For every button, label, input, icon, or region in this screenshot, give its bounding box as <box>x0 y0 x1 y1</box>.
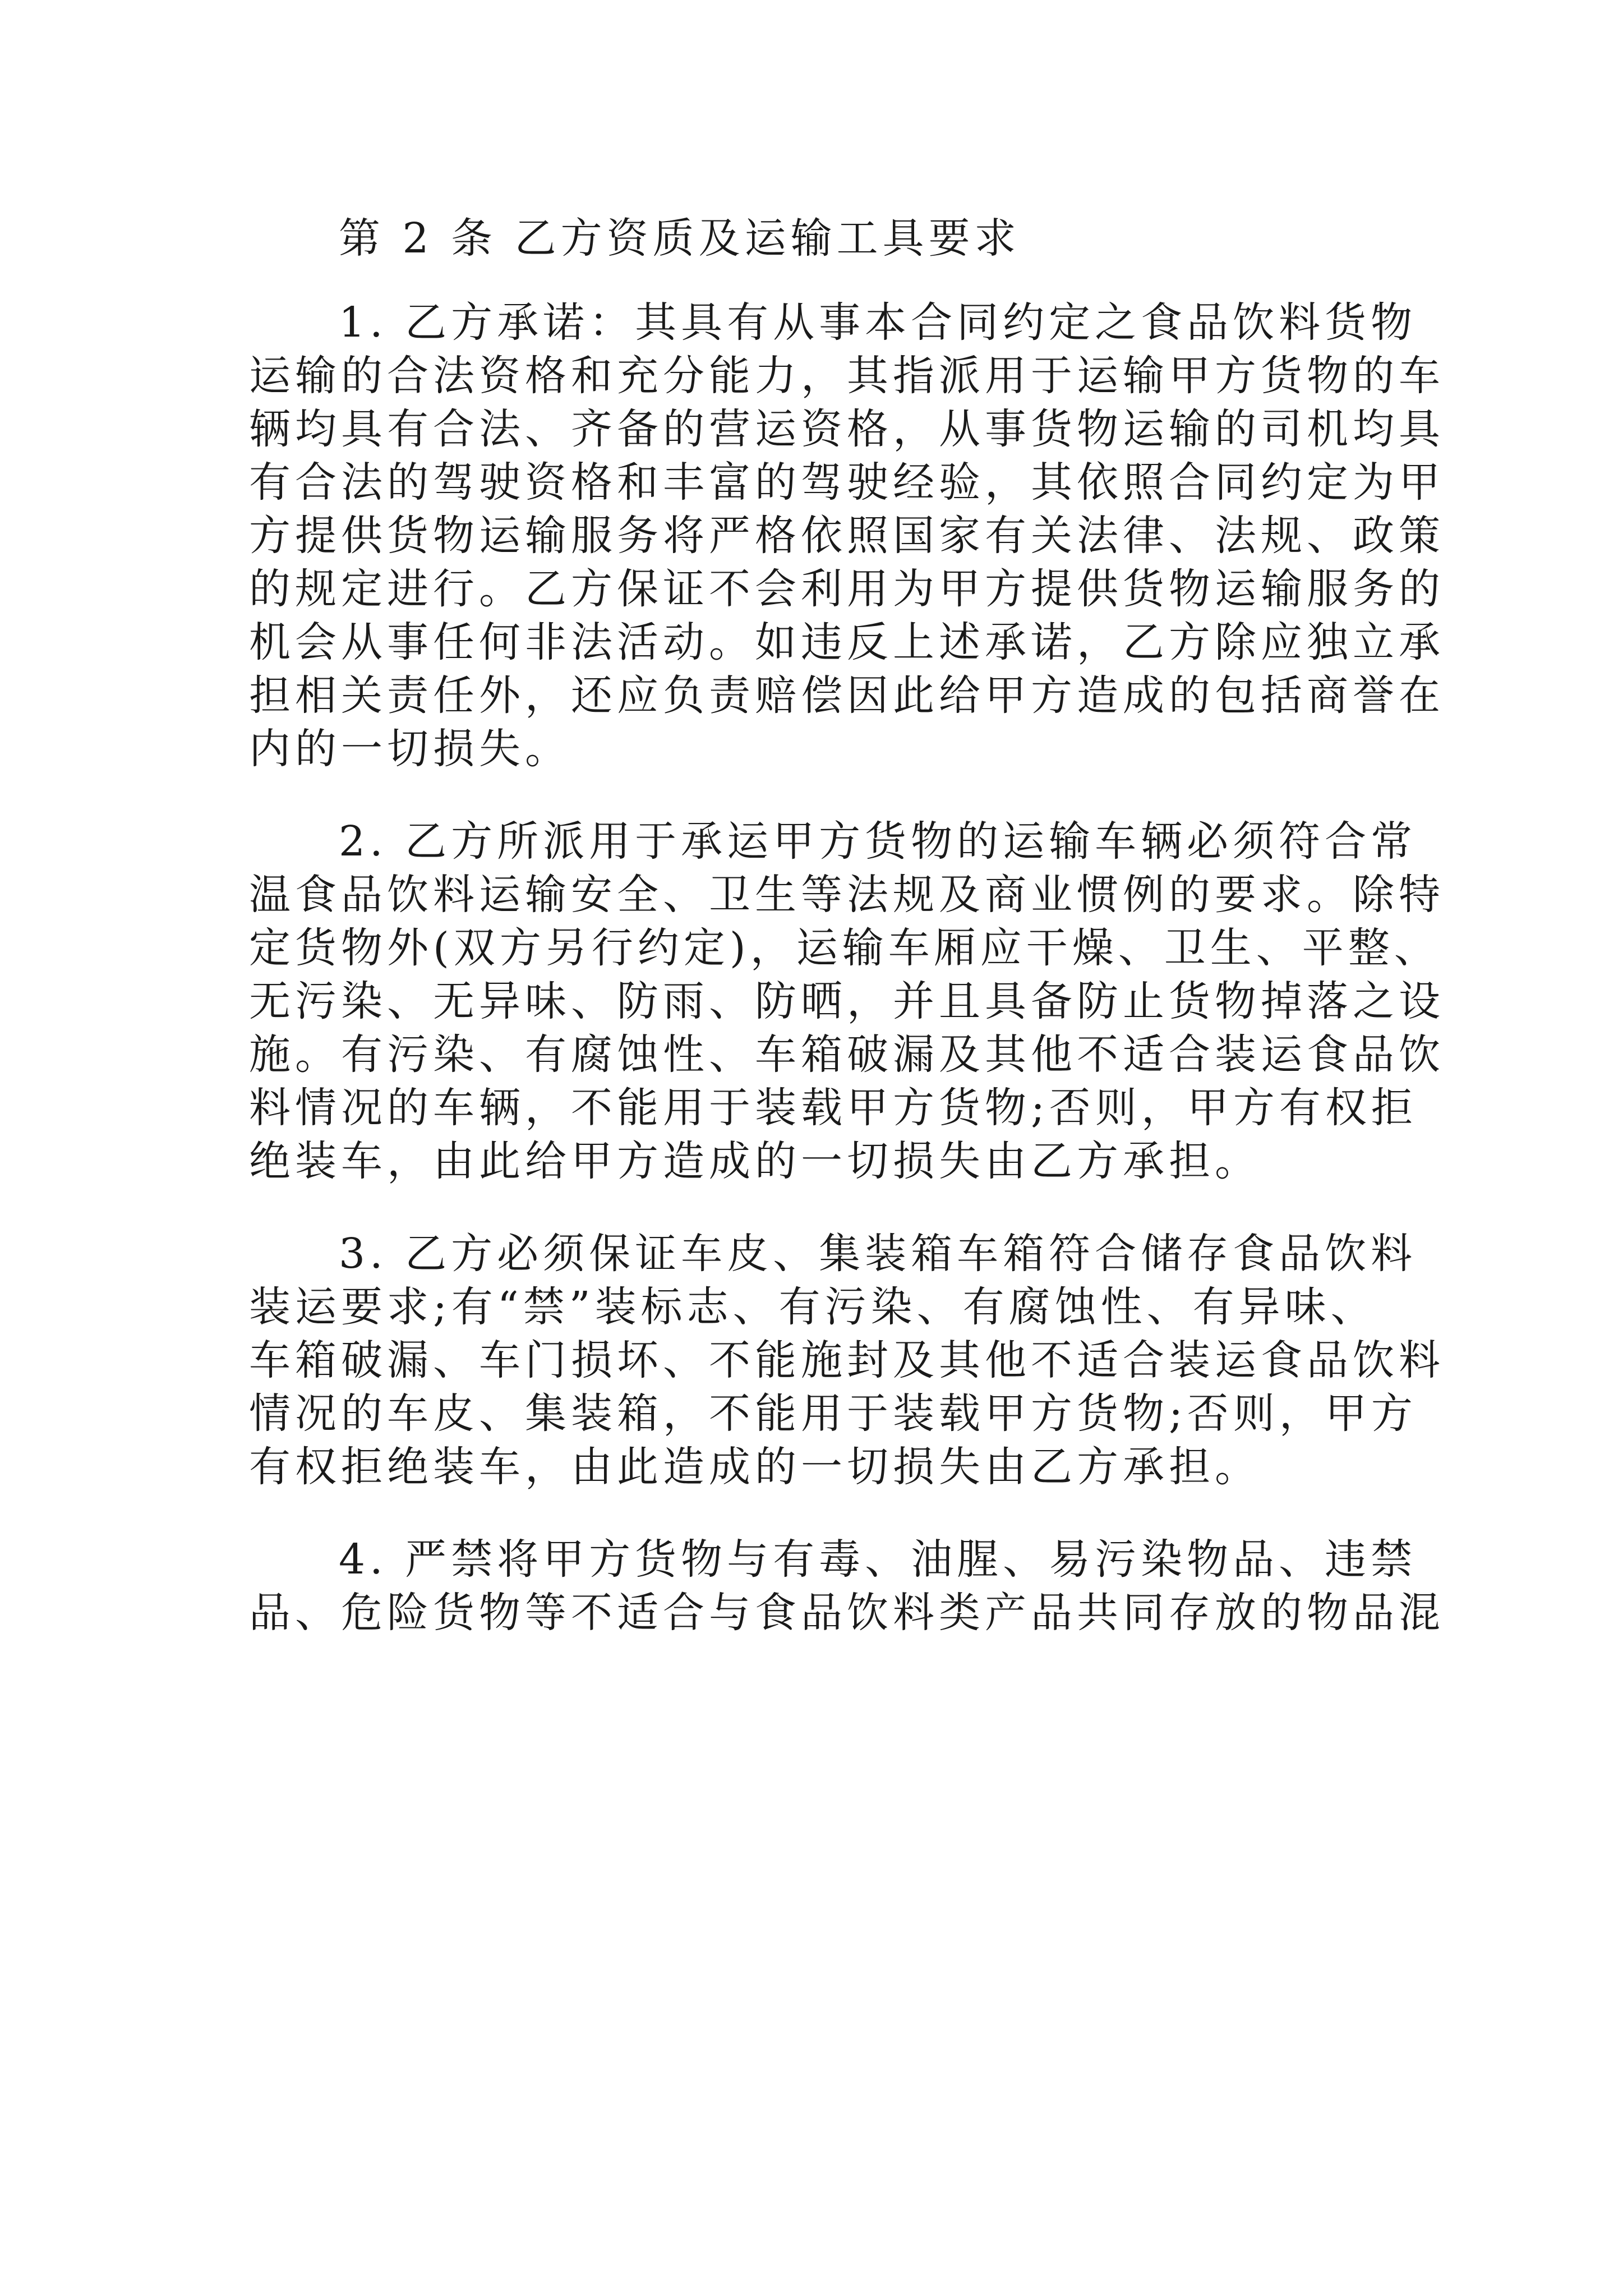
paragraph-line: 辆均具有合法、齐备的营运资格，从事货物运输的司机均具 <box>249 405 1445 453</box>
paragraph-line: 机会从事任何非法活动。如违反上述承诺，乙方除应独立承 <box>249 618 1445 666</box>
paragraph-line: 定货物外(双方另行约定)，运输车厢应干燥、卫生、平整、 <box>249 924 1440 972</box>
paragraph-line: 4. 严禁将甲方货物与有毒、油腥、易污染物品、违禁 <box>339 1535 1417 1584</box>
paragraph-line: 绝装车，由此给甲方造成的一切损失由乙方承担。 <box>249 1137 1261 1185</box>
paragraph-line: 温食品饮料运输安全、卫生等法规及商业惯例的要求。除特 <box>249 871 1445 919</box>
paragraph-line: 内的一切损失。 <box>249 725 571 773</box>
paragraph-line: 施。有污染、有腐蚀性、车箱破漏及其他不适合装运食品饮 <box>249 1030 1445 1079</box>
paragraph-line: 有权拒绝装车，由此造成的一切损失由乙方承担。 <box>249 1443 1261 1491</box>
paragraph-line: 的规定进行。乙方保证不会利用为甲方提供货物运输服务的 <box>249 565 1445 613</box>
paragraph-line: 品、危险货物等不适合与食品饮料类产品共同存放的物品混 <box>249 1589 1445 1637</box>
paragraph-line: 有合法的驾驶资格和丰富的驾驶经验，其依照合同约定为甲 <box>249 458 1445 507</box>
paragraph-line: 3. 乙方必须保证车皮、集装箱车箱符合储存食品饮料 <box>339 1230 1417 1278</box>
paragraph-line: 方提供货物运输服务将严格依照国家有关法律、法规、政策 <box>249 512 1445 560</box>
paragraph-line: 装运要求;有“禁”装标志、有污染、有腐蚀性、有异味、 <box>249 1283 1377 1331</box>
paragraph-line: 担相关责任外，还应负责赔偿因此给甲方造成的包括商誉在 <box>249 671 1445 720</box>
paragraph-line: 无污染、无异味、防雨、防晒，并且具备防止货物掉落之设 <box>249 977 1445 1025</box>
paragraph-line: 车箱破漏、车门损坏、不能施封及其他不适合装运食品饮料 <box>249 1336 1445 1384</box>
paragraph-line: 1. 乙方承诺：其具有从事本合同约定之食品饮料货物 <box>339 298 1417 347</box>
paragraph-line: 2. 乙方所派用于承运甲方货物的运输车辆必须符合常 <box>339 817 1417 866</box>
section-heading: 第 2 条 乙方资质及运输工具要求 <box>339 214 1021 263</box>
paragraph-line: 运输的合法资格和充分能力，其指派用于运输甲方货物的车 <box>249 352 1445 400</box>
paragraph-line: 情况的车皮、集装箱，不能用于装载甲方货物;否则，甲方 <box>249 1389 1417 1438</box>
paragraph-line: 料情况的车辆，不能用于装载甲方货物;否则，甲方有权拒 <box>249 1084 1417 1132</box>
